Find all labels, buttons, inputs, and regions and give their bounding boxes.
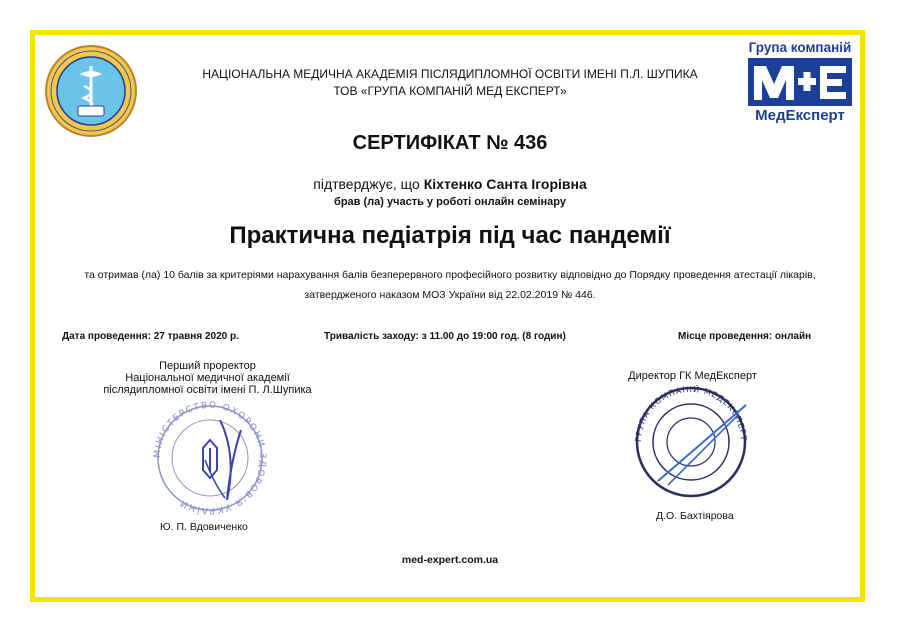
points-line-2: затвердженого наказом МОЗ України від 22.02.2019 № 446. (304, 289, 596, 301)
certificate-title: СЕРТИФІКАТ № 436 (352, 132, 548, 154)
right-signatory-title: Директор ГК МедЕксперт (628, 370, 757, 382)
event-duration: Тривалість заходу: з 11.00 до 19:00 год. (8 годин) (324, 331, 566, 342)
brand-bottom-text: МедЕксперт (755, 107, 845, 124)
points-line-1: та отримав (ла) 10 балів за критеріями нарахування балів безперервного професійного розвитку відповідно до Порядку проведення атестації лікарів, (84, 269, 816, 281)
academy-seal-icon (44, 44, 138, 138)
points-statement (45, 265, 855, 305)
ministry-stamp-text: МІНІСТЕРСТВО ОХОРОНИ ЗДОРОВ'Я УКРАЇНИ (152, 400, 268, 515)
left-signatory-name: Ю. П. Вдовиченко (160, 521, 248, 533)
org-line-company: ТОВ «ГРУПА КОМПАНІЙ МЕД ЕКСПЕРТ» (333, 84, 567, 98)
participation-line: брав (ла) участь у роботі онлайн семінару (334, 196, 566, 208)
organization-header (150, 66, 750, 100)
medexpert-mark-icon (748, 58, 852, 106)
org-line-academy: НАЦІОНАЛЬНА МЕДИЧНА АКАДЕМІЯ ПІСЛЯДИПЛОМНОЇ ОСВІТИ ІМЕНІ П.Л. ШУПИКА (202, 67, 698, 81)
seminar-title: Практична педіатрія під час пандемії (229, 222, 671, 249)
website-link[interactable]: med-expert.com.ua (401, 554, 499, 566)
medexpert-stamp-icon (628, 385, 754, 500)
confirmation-line (0, 176, 900, 192)
brand-top-text: Група компаній (748, 40, 852, 55)
left-title-line-1: Перший проректор (159, 360, 256, 372)
left-signatory-title (80, 360, 335, 396)
event-date: Дата проведення: 27 травня 2020 р. (62, 331, 239, 342)
svg-text:ГРУПА КОМПАНІЙ МЕДЕКСПЕРТ (634, 385, 748, 442)
recipient-name: Кіхтенко Санта Ігорівна (423, 176, 587, 192)
left-title-line-2: Національної медичної академії (125, 372, 290, 384)
medexpert-stamp-text: ГРУПА КОМПАНІЙ МЕДЕКСПЕРТ (633, 385, 749, 443)
event-place: Місце проведення: онлайн (678, 331, 812, 342)
ministry-stamp-icon (145, 400, 275, 515)
right-signatory-name: Д.О. Бахтіярова (656, 510, 734, 522)
left-title-line-3: післядипломної освіти імені П. Л.Шупика (103, 384, 312, 396)
medexpert-logo (740, 40, 860, 125)
confirm-prefix: підтверджує, що (313, 176, 420, 192)
